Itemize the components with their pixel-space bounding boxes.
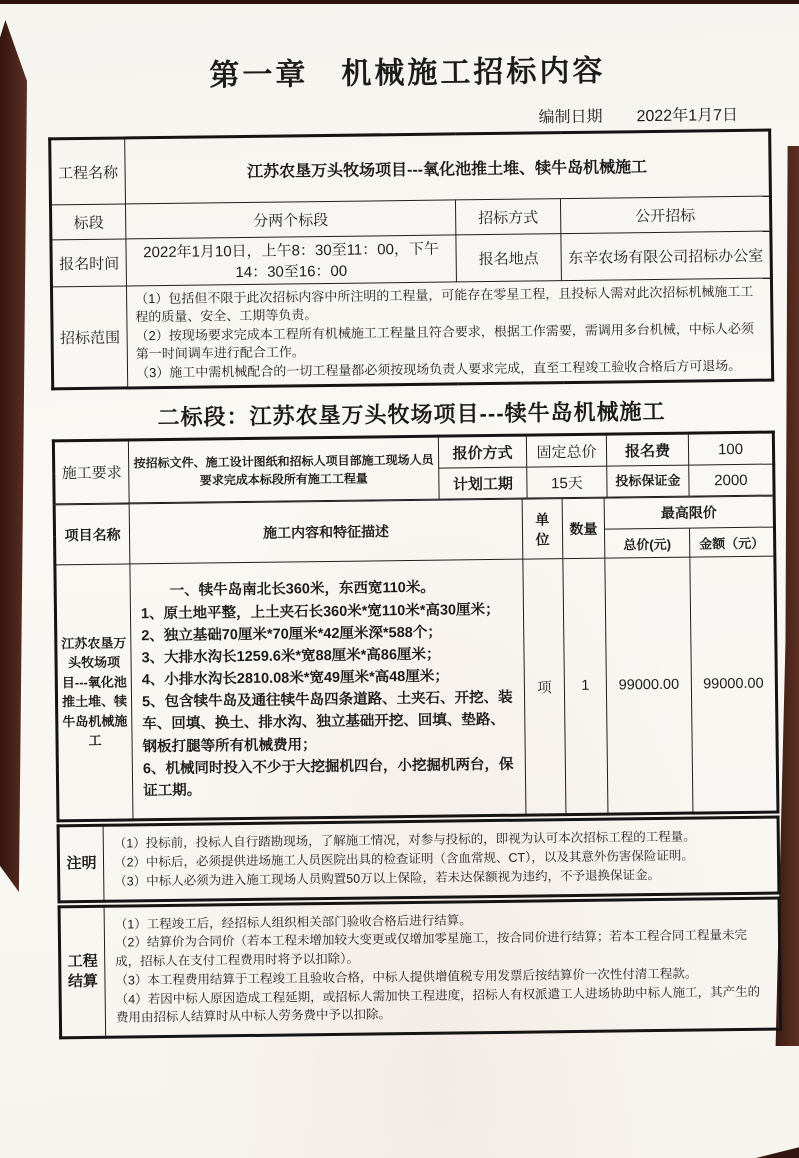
- header-total-price: 总价(元): [604, 528, 689, 558]
- desc-intro: 一、犊牛岛南北长360米，东西宽110米。: [169, 580, 435, 600]
- compile-date-label: 编制日期: [538, 108, 603, 127]
- project-name-label: 工程名称: [50, 138, 126, 205]
- header-item-name: 项目名称: [54, 504, 130, 565]
- note-item-1: （1）投标前，投标人自行踏勘现场，了解施工情况，对参与投标的，即视为认可本次招标工程的工程量。: [113, 829, 696, 851]
- item-description: [130, 559, 526, 820]
- desc-item-6: 6、机械同时投入不少于大挖掘机四台，小挖掘机两台，保证工期。: [142, 756, 514, 800]
- project-name-value: 江苏农垦万头牧场项目---氧化池推土堆、犊牛岛机械施工: [125, 130, 771, 204]
- signup-time-label: 报名时间: [51, 239, 127, 287]
- signup-fee-label: 报名费: [606, 433, 688, 466]
- table-row: [58, 817, 779, 901]
- settlement-label: 工程结算: [59, 906, 106, 1038]
- section2-requirements-table: [52, 431, 776, 505]
- note-item-2: （2）中标后，必须提供进场施工人员医院出具的检查证明（含血常规、CT），以及其意外伤害保险证明。: [113, 848, 694, 870]
- signup-place-label: 报名地点: [456, 234, 562, 282]
- bid-method-value: 公开招标: [560, 196, 770, 234]
- scope-label: 招标范围: [51, 286, 127, 389]
- scope-item-2: （2）按现场要求完成本工程所有机械施工工程量且符合要求，根据工作需要，需调用多台机械，中标人必须第一时间调车进行配合工作。: [135, 320, 754, 362]
- plan-duration-label: 计划工期: [439, 467, 527, 499]
- photo-edge-left: [0, 20, 27, 892]
- settlement-item-4: （4）若因中标人原因造成工程延期，或招标人需加快工程进度，招标人有权派遣工人进场协助中标人施工，其产生的费用由招标人结算时从中标人劳务费中予以扣除。: [115, 984, 761, 1025]
- settlement-table: [58, 896, 783, 1039]
- photo-edge-top: [0, 0, 799, 4]
- compile-date-line: [48, 102, 738, 133]
- item-unit: 项: [523, 559, 566, 815]
- header-unit: 单位: [522, 499, 563, 559]
- note-item-3: （3）中标人必须为进入施工现场人员购置50万以上保险，若未达保额视为违约，不予退换保证金。: [114, 867, 661, 889]
- section2-items-table: [53, 496, 780, 823]
- chapter-title: 第一章 机械施工招标内容: [209, 54, 606, 93]
- table-row: [50, 130, 771, 205]
- bid-bond-label: 投标保证金: [607, 465, 689, 497]
- construction-req-value: 按招标文件、施工设计图纸和招标人项目部施工现场人员要求完成本标段所有施工工程量: [128, 436, 439, 503]
- bid-section-value: 分两个标段: [125, 200, 455, 239]
- header-amount: 金额（元）: [689, 527, 774, 557]
- construction-req-label: 施工要求: [53, 440, 129, 504]
- bid-method-label: 招标方式: [455, 199, 560, 235]
- desc-item-2: 2、独立基础70厘米*70厘米*42厘米深*588个；: [141, 624, 442, 645]
- signup-fee-value: 100: [688, 432, 773, 465]
- section2-heading: 二标段：江苏农垦万头牧场项目---犊牛岛机械施工: [157, 399, 666, 431]
- signup-place-value: 东辛农场有限公司招标办公室: [561, 231, 772, 281]
- item-name: 江苏农垦万头牧场项目---氧化池推土堆、犊牛岛机械施工: [55, 564, 133, 821]
- settlement-item-2: （2）结算价为合同价（若本工程未增加较大变更或仅增加零星施工，按合同价进行结算；若本工程合同工程量未完成，招标人在支付工程费用时将予以扣除）。: [114, 928, 748, 969]
- item-quantity: 1: [563, 558, 608, 814]
- item-total-price: 99000.00: [605, 557, 693, 814]
- item-amount: 99000.00: [690, 556, 778, 813]
- tender-info-table: [48, 129, 774, 391]
- desc-item-1: 1、原土地平整，上土夹石长360米*宽110米*高30厘米；: [140, 601, 500, 622]
- signup-time-value: 2022年1月10日，上午8：30至11：00，下午14：30至16：00: [126, 235, 457, 286]
- bid-bond-value: 2000: [689, 464, 774, 496]
- header-max-price: 最高限价: [604, 496, 774, 529]
- plan-duration-value: 15天: [527, 466, 607, 498]
- document-sheet: [47, 36, 779, 1040]
- notes-table: [57, 816, 781, 903]
- table-row: [59, 898, 781, 1038]
- notes-label: 注明: [58, 826, 104, 902]
- header-description: 施工内容和特征描述: [129, 499, 523, 564]
- settlement-item-1: （1）工程竣工后，经招标人组织相关部门验收合格后进行结算。: [114, 912, 472, 932]
- desc-item-4: 4、小排水沟长2810.08米*宽49厘米*高48厘米；: [141, 668, 449, 689]
- scope-item-1: （1）包括但不限于此次招标内容中所注明的工程量，可能存在零星工程，且投标人需对此次招标机械施工工程的质量、安全、工期等负责。: [135, 283, 754, 325]
- table-row: [51, 278, 772, 389]
- quote-method-label: 报价方式: [438, 435, 526, 468]
- settlement-content: [104, 898, 781, 1038]
- quote-method-value: 固定总价: [526, 434, 606, 467]
- scope-content: [126, 278, 772, 388]
- bid-section-label: 标段: [50, 204, 125, 240]
- desc-item-5: 5、包含犊牛岛及通往犊牛岛四条道路、土夹石、开挖、装车、回填、换土、排水沟、独立基础开挖、回填、垫路、钢板打腿等所有机械费用；: [141, 690, 513, 755]
- notes-content: [103, 817, 779, 900]
- item-row: [55, 556, 778, 821]
- header-quantity: 数量: [562, 498, 605, 559]
- desc-item-3: 3、大排水沟长1259.6米*宽88厘米*高86厘米；: [141, 646, 441, 667]
- scope-item-3: （3）施工中需机械配合的一切工程量都必须按现场负责人要求完成，直至工程竣工验收合格后方可退场。: [135, 357, 742, 381]
- photo-edge-bottom-right: [756, 1146, 799, 1158]
- compile-date-value: 2022年1月7日: [636, 106, 739, 126]
- settlement-item-3: （3）本工程费用结算于工程竣工且验收合格，中标人提供增值税专用发票后按结算价一次性付清工程款。: [115, 966, 698, 988]
